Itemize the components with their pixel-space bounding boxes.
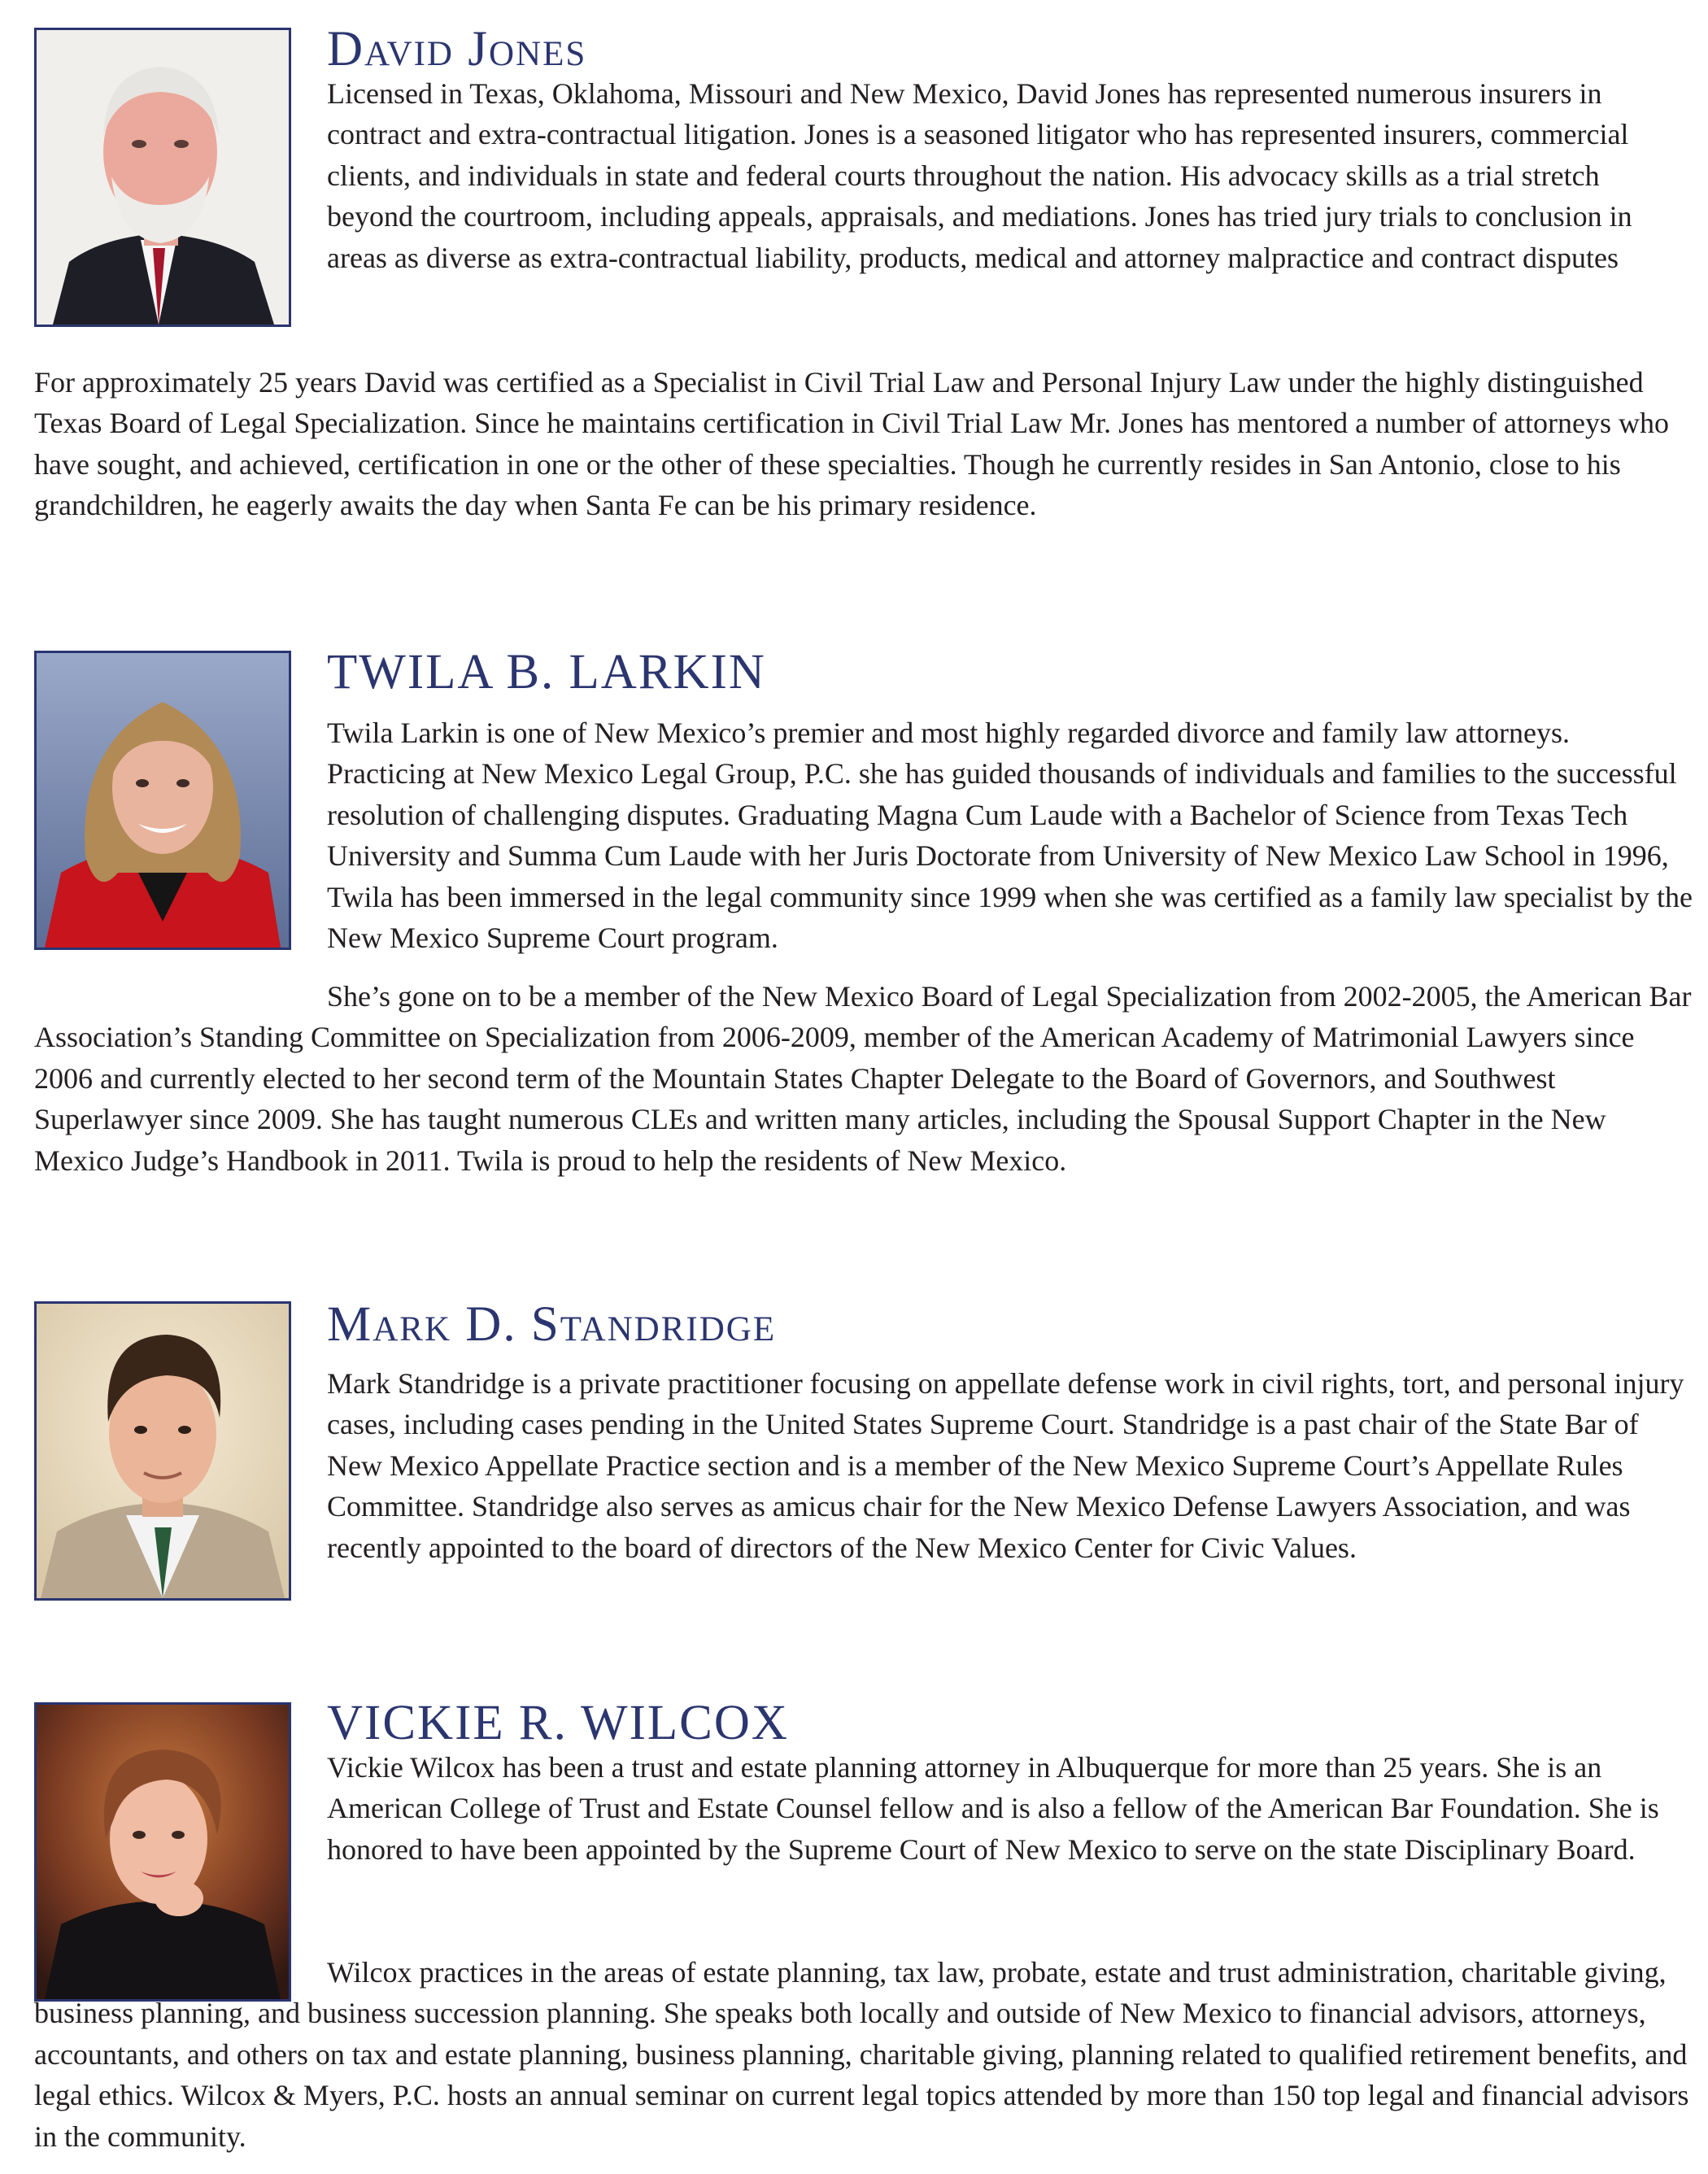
portrait-image [37, 653, 289, 948]
person-name: TWILA B. LARKIN [327, 645, 766, 699]
person-name: David Jones [327, 22, 587, 76]
portrait-image [37, 1304, 289, 1598]
person-name: VICKIE R. WILCOX [327, 1696, 789, 1750]
photo-twila-larkin [34, 651, 291, 950]
bio-paragraph: Twila Larkin is one of New Mexico’s premier and most highly regarded divorce and family law attorneys. Practicing at New Mexico Legal Group, P.C. she has guided thousands of individuals and families to the successful resolution of challenging disputes. Graduating Magna Cum Laude with a Bachelor of Science from Texas Tech University and Summa Cum Laude with her Juris Doctorate from University of New Mexico Law School in 1996, Twila has been immersed in the legal community since 1999 when she was certified as a family law specialist by the New Mexico Supreme Court program. [327, 717, 1693, 955]
bio-paragraph: Wilcox practices in the areas of estate planning, tax law, probate, estate and trust administration, charitable giving, business planning, and business succession planning. She speaks both locally and outside of New Mexico to financial advisors, attorneys, accountants, and others on tax and estate planning, business planning, charitable giving, planning related to qualified retirement benefits, and legal ethics. Wilcox & Myers, P.C. hosts an annual seminar on current legal topics attended by more than 150 top legal and financial advisors in the community. [34, 1956, 1689, 2153]
bio-paragraph: Mark Standridge is a private practitioner focusing on appellate defense work in civil rights, tort, and personal injury cases, including cases pending in the United States Supreme Court. Standridge is a past chair of the State Bar of New Mexico Appellate Practice section and is a member of the New Mexico Supreme Court’s Appellate Rules Committee. Standridge also serves as amicus chair for the New Mexico Defense Lawyers Association, and was recently appointed to the board of directors of the New Mexico Center for Civic Values. [327, 1367, 1684, 1564]
photo-mark-standridge [34, 1301, 291, 1601]
bio-paragraph: Licensed in Texas, Oklahoma, Missouri and New Mexico, David Jones has represented numerous insurers in contract and extra-contractual litigation. Jones is a seasoned litigator who has represented insurers, commercial clients, and individuals in state and federal courts throughout the nation. His advocacy skills as a trial stretch beyond the courtroom, including appeals, appraisals, and mediations. Jones has tried jury trials to conclusion in areas as diverse as extra-contractual liability, products, medical and attorney malpractice and contract disputes [327, 77, 1632, 274]
person-name: Mark D. Standridge [327, 1297, 777, 1352]
portrait-image [37, 30, 289, 325]
bio-paragraph: She’s gone on to be a member of the New Mexico Board of Legal Specialization from 2002-2005, the American Bar Association’s Standing Committee on Specialization from 2006-2009, member of the American Academy of Matrimonial Lawyers since 2006 and currently elected to her second term of the Mountain States Chapter Delegate to the Board of Governors, and Southwest Superlawyer since 2009. She has taught numerous CLEs and written many articles, including the Spousal Support Chapter in the New Mexico Judge’s Handbook in 2011. Twila is proud to help the residents of New Mexico. [34, 980, 1692, 1177]
bio-paragraph: For approximately 25 years David was certified as a Specialist in Civil Trial Law and Personal Injury Law under the highly distinguished Texas Board of Legal Specialization. Since he maintains certification in Civil Trial Law Mr. Jones has mentored a number of attorneys who have sought, and achieved, certification in one or the other of these specialties. Though he currently resides in San Antonio, close to his grandchildren, he eagerly awaits the day when Santa Fe can be his primary residence. [34, 366, 1669, 522]
bio-paragraph: Vickie Wilcox has been a trust and estate planning attorney in Albuquerque for more than 25 years. She is an American College of Trust and Estate Counsel fellow and is also a fellow of the American Bar Foundation. She is honored to have been appointed by the Supreme Court of New Mexico to serve on the state Disciplinary Board. [327, 1751, 1659, 1866]
photo-david-jones [34, 28, 291, 327]
